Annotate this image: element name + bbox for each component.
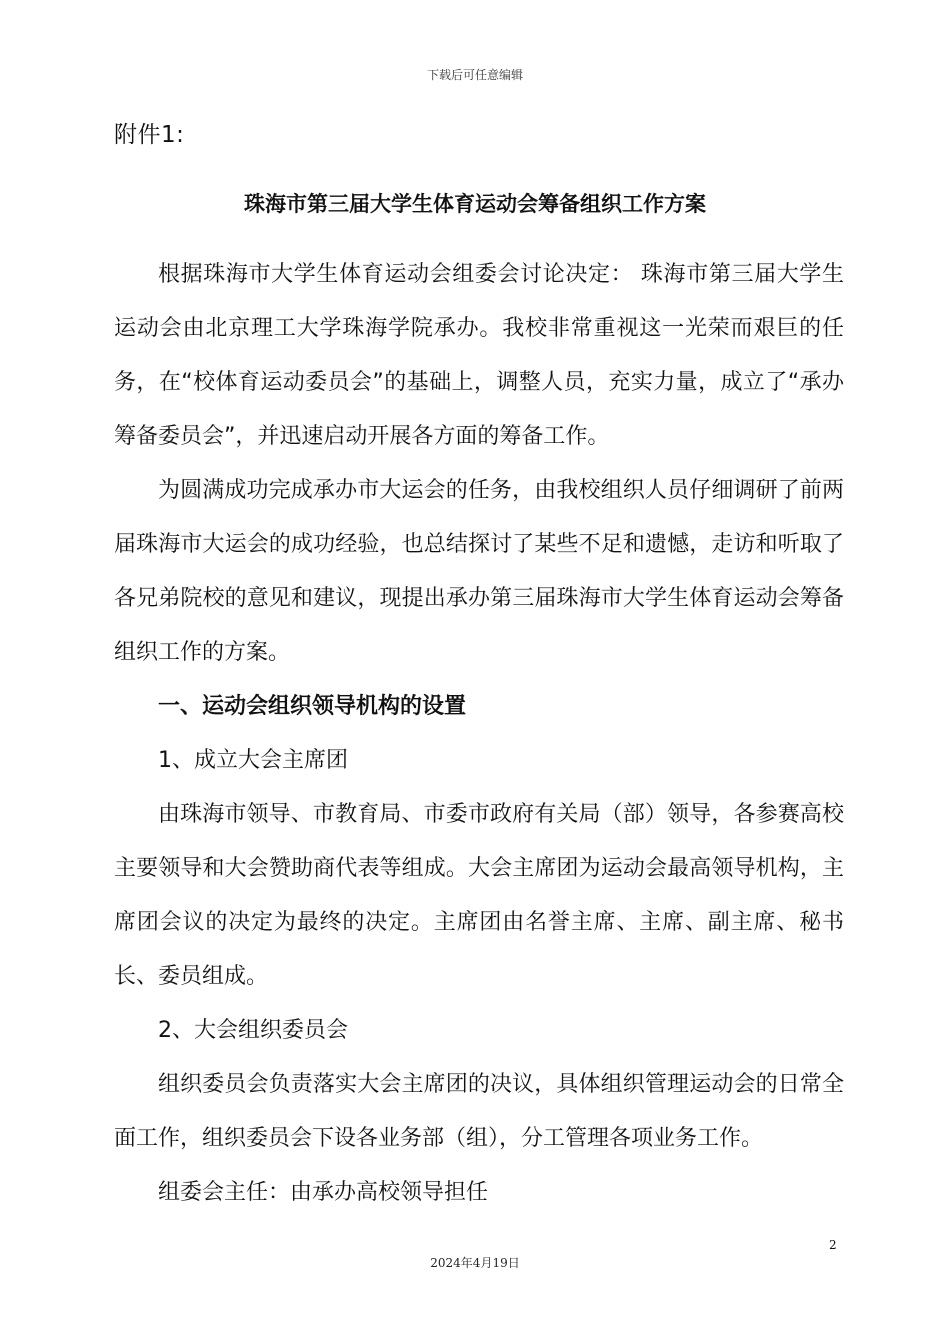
paragraph-committee: 组织委员会负责落实大会主席团的决议，具体组织管理运动会的日常全面工作，组织委员会下设各业务部（组），分工管理各项业务工作。: [114, 1072, 844, 1151]
footer-date: 2024年4月19日: [430, 1256, 520, 1270]
paragraph-intro: 根据珠海市大学生体育运动会组委会讨论决定： 珠海市第三届大学生运动会由北京理工大学珠海学院承办。我校非常重视这一光荣而艰巨的任务，在“校体育运动委员会”的基础上，调整人员，充实力量，成立了“承办筹备委员会”，并迅速启动开展各方面的筹备工作。: [114, 262, 844, 449]
header-note: 下载后可任意编辑: [426, 68, 523, 82]
section-heading-organization: 一、运动会组织领导机构的设置: [158, 694, 467, 719]
document-title: 珠海市第三届大学生体育运动会筹备组织工作方案: [244, 192, 706, 216]
subheading-presidium: 1、成立大会主席团: [158, 748, 348, 773]
paragraph-presidium: 由珠海市领导、市教育局、市委市政府有关局（部）领导，各参赛高校主要领导和大会赞助商代表等组成。大会主席团为运动会最高领导机构，主席团会议的决定为最终的决定。主席团由名誉主席、主席、副主席、秘书长、委员组成。: [114, 802, 844, 989]
subheading-committee: 2、大会组织委员会: [158, 1018, 348, 1043]
paragraph-purpose: 为圆满成功完成承办市大运会的任务，由我校组织人员仔细调研了前两届珠海市大运会的成功经验，也总结探讨了某些不足和遗憾，走访和听取了各兄弟院校的意见和建议，现提出承办第三届珠海市大学生体育运动会筹备组织工作的方案。: [114, 478, 844, 665]
paragraph-committee-director: 组委会主任：由承办高校领导担任: [158, 1180, 489, 1205]
attachment-label: 附件1:: [114, 122, 185, 148]
document-body: [114, 248, 844, 1220]
page-number: 2: [829, 1238, 837, 1252]
